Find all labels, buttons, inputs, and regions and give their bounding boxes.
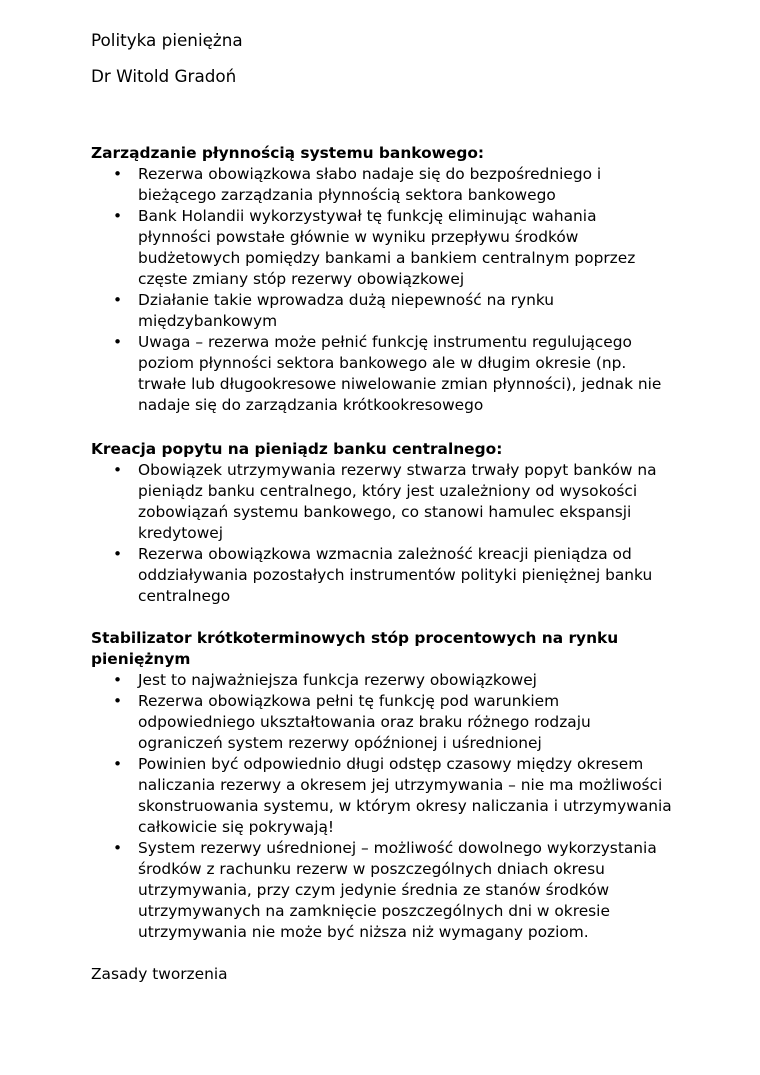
bullet-text-line: płynności powstałe głównie w wyniku przepływu środków: [138, 228, 579, 246]
bullet-item: [91, 754, 691, 838]
bullet-item: [91, 460, 691, 544]
bullet-text-line: System rezerwy uśrednionej – możliwość dowolnego wykorzystania: [138, 839, 657, 857]
bullet-text-line: bieżącego zarządzania płynnością sektora bankowego: [138, 186, 556, 204]
section-heading: [91, 439, 691, 460]
bullet-dot-icon: •: [113, 207, 123, 225]
section-rate-stabilizer: [91, 628, 691, 943]
heading-line: Stabilizator krótkoterminowych stóp procentowych na rynku: [91, 629, 619, 647]
heading-line: Zarządzanie płynnością systemu bankowego:: [91, 144, 485, 162]
heading-line: Kreacja popytu na pieniądz banku centralnego:: [91, 440, 503, 458]
bullet-item: [91, 691, 691, 754]
bullet-list: [91, 460, 691, 607]
bullet-text-line: środków z rachunku rezerw w poszczególnych dniach okresu: [138, 860, 605, 878]
closing-paragraph: Zasady tworzenia: [91, 965, 228, 983]
bullet-dot-icon: •: [113, 333, 123, 351]
bullet-text-line: trwałe lub długookresowe niwelowanie zmian płynności), jednak nie: [138, 375, 662, 393]
section-heading: [91, 143, 691, 164]
document-author: Dr Witold Gradoń: [91, 66, 237, 86]
bullet-item: [91, 544, 691, 607]
bullet-item: [91, 838, 691, 943]
bullet-text-line: budżetowych pomiędzy bankami a bankiem centralnym poprzez: [138, 249, 636, 267]
bullet-text-line: utrzymywania, przy czym jedynie średnia ze stanów środków: [138, 881, 610, 899]
bullet-text-line: Rezerwa obowiązkowa pełni tę funkcję pod warunkiem: [138, 692, 560, 710]
bullet-text-line: nadaje się do zarządzania krótkookresowego: [138, 396, 484, 414]
bullet-item: [91, 290, 691, 332]
bullet-text-line: międzybankowym: [138, 312, 278, 330]
bullet-text-line: oddziaływania pozostałych instrumentów polityki pieniężnej banku: [138, 566, 653, 584]
bullet-text-line: całkowicie się pokrywają!: [138, 818, 335, 836]
section-heading: [91, 628, 691, 670]
bullet-text-line: utrzymywanych na zamknięcie poszczególnych dni w okresie: [138, 902, 610, 920]
bullet-dot-icon: •: [113, 671, 123, 689]
bullet-item: [91, 670, 691, 691]
bullet-text-line: skonstruowania systemu, w którym okresy naliczania i utrzymywania: [138, 797, 672, 815]
bullet-dot-icon: •: [113, 291, 123, 309]
bullet-dot-icon: •: [113, 839, 123, 857]
bullet-text-line: Uwaga – rezerwa może pełnić funkcję instrumentu regulującego: [138, 333, 632, 351]
bullet-dot-icon: •: [113, 545, 123, 563]
bullet-dot-icon: •: [113, 165, 123, 183]
bullet-text-line: częste zmiany stóp rezerwy obowiązkowej: [138, 270, 465, 288]
section-money-demand: [91, 439, 691, 607]
bullet-text-line: naliczania rezerwy a okresem jej utrzymywania – nie ma możliwości: [138, 776, 663, 794]
bullet-text-line: kredytowej: [138, 524, 224, 542]
bullet-text-line: ograniczeń system rezerwy opóźnionej i uśrednionej: [138, 734, 542, 752]
bullet-text-line: centralnego: [138, 587, 231, 605]
bullet-list: [91, 164, 691, 416]
bullet-text-line: Powinien być odpowiednio długi odstęp czasowy między okresem: [138, 755, 644, 773]
bullet-text-line: Jest to najważniejsza funkcja rezerwy obowiązkowej: [138, 671, 537, 689]
section-liquidity-management: [91, 143, 691, 416]
bullet-text-line: odpowiedniego ukształtowania oraz braku różnego rodzaju: [138, 713, 591, 731]
bullet-text-line: Działanie takie wprowadza dużą niepewność na rynku: [138, 291, 555, 309]
bullet-list: [91, 670, 691, 943]
bullet-text-line: Rezerwa obowiązkowa wzmacnia zależność kreacji pieniądza od: [138, 545, 632, 563]
bullet-dot-icon: •: [113, 461, 123, 479]
bullet-text-line: Rezerwa obowiązkowa słabo nadaje się do bezpośredniego i: [138, 165, 602, 183]
bullet-item: [91, 206, 691, 290]
bullet-item: [91, 332, 691, 416]
bullet-dot-icon: •: [113, 692, 123, 710]
document-title: Polityka pieniężna: [91, 30, 243, 50]
bullet-dot-icon: •: [113, 755, 123, 773]
bullet-text-line: Bank Holandii wykorzystywał tę funkcję eliminując wahania: [138, 207, 597, 225]
bullet-text-line: zobowiązań systemu bankowego, co stanowi hamulec ekspansji: [138, 503, 632, 521]
bullet-text-line: poziom płynności sektora bankowego ale w długim okresie (np.: [138, 354, 627, 372]
bullet-text-line: pieniądz banku centralnego, który jest uzależniony od wysokości: [138, 482, 638, 500]
bullet-text-line: Obowiązek utrzymywania rezerwy stwarza trwały popyt banków na: [138, 461, 657, 479]
bullet-item: [91, 164, 691, 206]
bullet-text-line: utrzymywania nie może być niższa niż wymagany poziom.: [138, 923, 589, 941]
heading-line: pieniężnym: [91, 650, 191, 668]
